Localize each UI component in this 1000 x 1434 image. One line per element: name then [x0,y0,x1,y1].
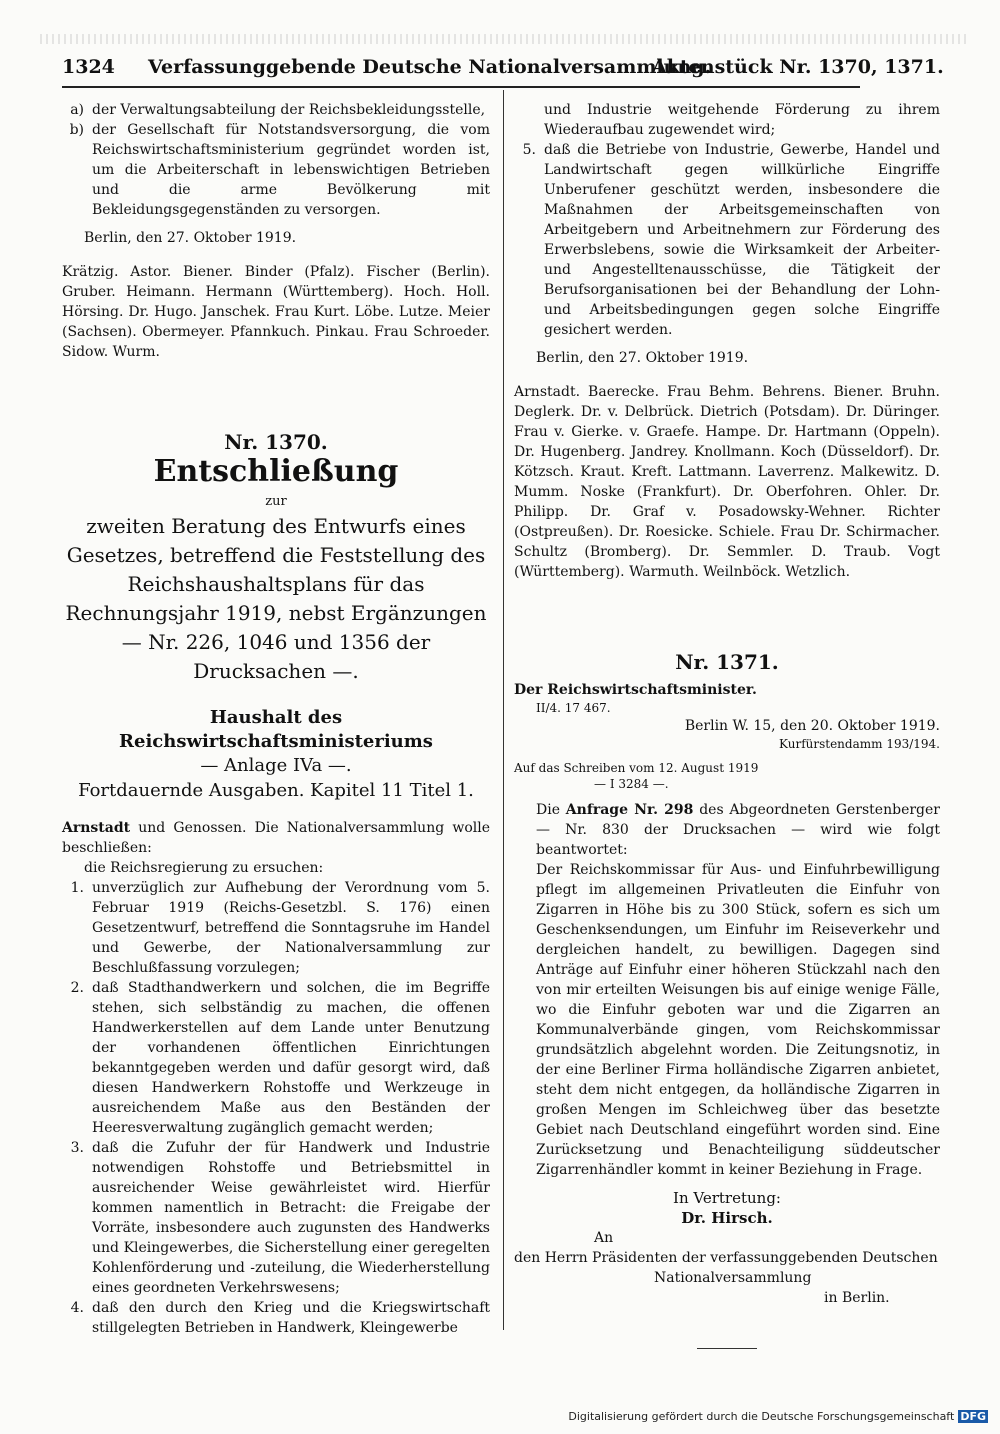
item-text: unverzüglich zur Aufhebung der Verordnung vom 5. Februar 1919 (Reichs-Gesetzbl. S. 176) einen Gesetzentwurf, betreffend die Sonntagsruhe im Handel und Gewerbe, der Nationalversammlung zur Beschlußfassung vorzulegen; [92,880,490,976]
item-text: daß den durch den Krieg und die Kriegswirtschaft stillgelegten Betrieben in Handwerk, Kleingewerbe [92,1300,490,1336]
place-date: Berlin W. 15, den 20. Oktober 1919. [684,718,940,734]
list-item [62,120,490,220]
minister-line [514,680,940,700]
end-rule [697,1348,757,1349]
page-number: 1324 [62,56,115,78]
recipient-line-2: Nationalversammlung [654,1270,812,1286]
signature [514,1208,940,1228]
motion-intro [62,818,490,858]
motion-author: Arnstadt [62,820,131,836]
aktenstueck-ref: Aktenstück Nr. 1370, 1371. [652,56,944,78]
date-line: Berlin, den 27. Oktober 1919. [84,230,297,246]
list-item [514,140,940,340]
item-marker: 2. [70,980,84,996]
column-divider [503,90,504,1330]
item-text: und Industrie weitgehende Förderung zu ihrem Wiederaufbau zugewendet wird; [544,102,940,138]
document-number: Nr. 1370. [224,430,328,454]
item-marker: a) [70,102,84,118]
scan-noise [40,34,970,44]
signers-list: Arnstadt. Baerecke. Frau Behm. Behrens. Biener. Bruhn. Deglerk. Dr. v. Delbrück. Dietrich (Potsdam). Dr. Düringer. Frau v. Gierke. v. Graefe. Hampe. Dr. Hartmann (Oppeln). Dr. Hugenberg. Jandrey. Knollmann. Koch (Düsseldorf). Dr. Kötzsch. Kraut. Kreft. Lattmann. Laverrenz. Malkewitz. D. Mumm. Noske (Frankfurt). Dr. Oberfohren. Ohler. Dr. Philipp. Dr. Graf v. Posadowsky-Wehner. Richter (Ostpreußen). Dr. Roesicke. Schiele. Frau Dr. Schirmacher. Schultz (Bromberg). Dr. Semmler. D. Traub. Vogt (Württemberg). Warmuth. Weilnböck. Wetzlich. [514,384,940,580]
motion-intro-text: und Genossen. Die Nationalversammlung wolle beschließen: [62,820,490,856]
list-item [62,1298,490,1338]
item-text: daß Stadthandwerkern und solchen, die im Begriffe stehen, sich selbständig zu machen, die offenen Handwerkerstellen auf dem Lande unter Benutzung der vorhandenen öffentlichen Einrichtungen bekanntgegeben werden und dafür gesorgt wird, daß diesen Handwerkern Rohstoffe und Werkzeuge in ausreichendem Maße aus den Beständen der Heeresverwaltung zugänglich gemacht werden; [92,980,490,1136]
left-column [62,100,490,1338]
kapitel-line: Fortdauernde Ausgaben. Kapitel 11 Titel 1. [78,780,474,801]
list-item [62,978,490,1138]
document-subtitle: zweiten Beratung des Entwurfs eines Gesetzes, betreffend die Feststellung des Reichshaushaltsplans für das Rechnungsjahr 1919, nebst Ergänzungen — Nr. 226, 1046 und 1356 der Drucksachen —. [65,514,487,683]
list-item-continued [514,100,940,140]
document-number: Nr. 1371. [675,650,779,674]
address-an: An [594,1230,614,1246]
aktenzeichen: II/4. 17 467. [536,701,611,715]
reference-line: Auf das Schreiben vom 12. August 1919 [514,761,759,775]
item-marker: 4. [70,1300,84,1316]
page-header [62,56,944,84]
footer-text: Digitalisierung gefördert durch die Deutsche Forschungsgemeinschaft [568,1410,955,1423]
document-title: Entschließung [153,454,399,489]
item-marker: 3. [70,1140,84,1156]
item-marker: b) [69,122,84,138]
right-column [514,100,940,1349]
ersuchen-line: die Reichsregierung zu ersuchen: [84,860,324,876]
title-connector: zur [265,494,287,509]
item-text: der Verwaltungsabteilung der Reichsbekleidungsstelle, [92,102,486,118]
anfrage-rest: des Abgeordneten Gerstenberger — Nr. 830 der Drucksachen — wird wie folgt beantwortet: [536,802,940,858]
anfrage-number: Anfrage Nr. 298 [565,802,694,818]
dfg-logo: DFG [960,1410,986,1423]
anfrage-paragraph [514,800,940,860]
list-item [62,878,490,978]
item-text: daß die Betriebe von Industrie, Gewerbe, Handel und Landwirtschaft gegen willkürliche Eingriffe Unberufener geschützt werden, insbesondere die Maßnahmen der Arbeitsgemeinschaften von Arbeitgebern und Arbeitnehmern zur Förderung des Erwerbslebens, sowie die Wirksamkeit der Arbeiter- und Angestelltenausschüsse, die Tätigkeit der Berufsorganisationen bei der Behandlung der Lohn- und Arbeitsbedingungen gegen solche Eingriffe gesichert werden. [544,142,940,338]
signature-name: Dr. Hirsch. [681,1209,773,1227]
recipient-line-3: in Berlin. [824,1290,890,1306]
item-text: der Gesellschaft für Notstandsversorgung, die vom Reichswirtschaftsministerium gegründet worden ist, um die Arbeiterschaft in lebenswichtigen Betrieben und die arme Bevölkerung mit Bekleidungsgegenständen zu versorgen. [92,122,490,218]
answer-body: Der Reichskommissar für Aus- und Einfuhrbewilligung pflegt im allgemeinen Privatleuten die Einfuhr von Zigarren in Höhe bis zu 300 Stück, sofern es sich um Geschenksendungen, um Einfuhr im Reiseverkehr und dergleichen handelt, zu bewilligen. Dagegen sind Anträge auf Einfuhr einer höheren Stückzahl nach den von mir erteilten Weisungen bis auf einige wenige Fälle, wo die Einfuhr geboten war und die Zigarren an Kommunalverbände gingen, vom Reichskommissar grundsätzlich abgelehnt worden. Die Zeitungsnotiz, in der eine Berliner Firma holländische Zigarren anbietet, steht dem nicht entgegen, da holländische Zigarren in großen Mengen im Schleichweg über das besetzte Gebiet nach Deutschland eingeführt worden sind. Eine Zurücksetzung und Benachteiligung süddeutscher Zigarrenhändler kommt in keiner Beziehung in Frage. [536,862,940,1178]
footer-credit [568,1410,988,1423]
date-line: Berlin, den 27. Oktober 1919. [536,350,749,366]
item-marker: 1. [70,880,84,896]
list-item [62,100,490,120]
address: Kurfürstendamm 193/194. [779,737,940,751]
recipient-line-1: den Herrn Präsidenten der verfassunggebenden Deutschen [514,1250,938,1266]
header-rule [62,86,860,88]
reference-number: — I 3284 —. [594,777,669,791]
signers-list: Krätzig. Astor. Biener. Binder (Pfalz). Fischer (Berlin). Gruber. Heimann. Hermann (Württemberg). Hoch. Holl. Hörsing. Dr. Hugo. Janschek. Frau Kurt. Löbe. Lutze. Meier (Sachsen). Obermeyer. Pfannkuch. Pinkau. Frau Schroeder. Sidow. Wurm. [62,264,490,360]
anlage-line: — Anlage IVa —. [200,755,352,776]
haushalt-heading: Haushalt des Reichswirtschaftsministeriums [119,707,433,752]
minister-title: Der Reichswirtschaftsminister. [514,682,757,698]
list-item [62,1138,490,1298]
vertretung-line: In Vertretung: [673,1189,781,1207]
item-text: daß die Zufuhr der für Handwerk und Industrie notwendigen Rohstoffe und Betriebsmittel in ausreichender Weise gewährleistet wird. Hierfür kommen namentlich in Betracht: die Freigabe der Vorräte, insbesondere auch zugunsten des Handwerks und Kleingewerbes, die Sicherstellung einer geregelten Kohlenförderung und -zuteilung, die Wiederherstellung eines geordneten Verkehrswesens; [92,1140,490,1296]
running-title: Verfassunggebende Deutsche Nationalversammlung. [148,56,712,78]
item-marker: 5. [522,142,536,158]
anfrage-pre: Die [536,802,566,818]
